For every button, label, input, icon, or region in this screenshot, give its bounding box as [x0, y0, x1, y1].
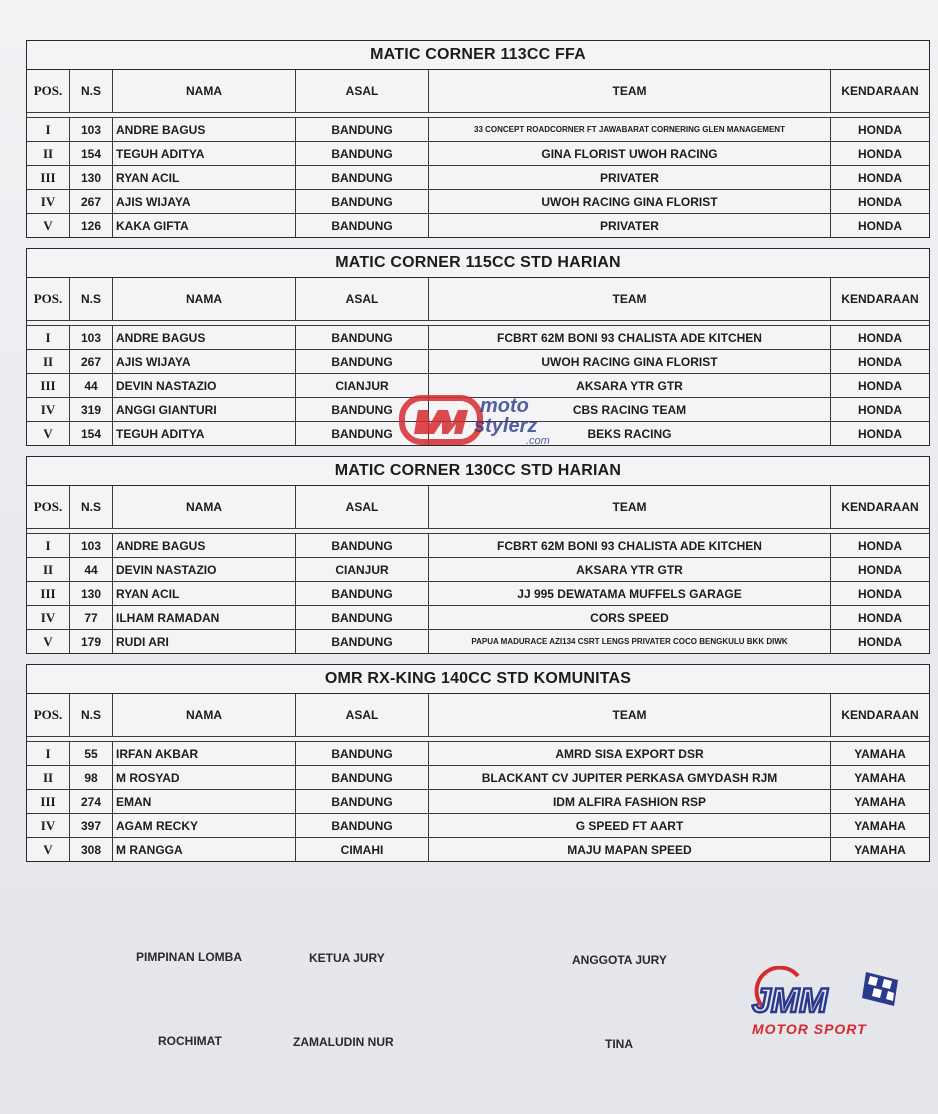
cell-nama: M RANGGA [113, 838, 296, 862]
cell-ns: 308 [70, 838, 113, 862]
cell-kendaraan: HONDA [831, 350, 930, 374]
cell-asal: BANDUNG [296, 422, 429, 446]
cell-ns: 44 [70, 374, 113, 398]
cell-pos: II [27, 558, 70, 582]
cell-pos: III [27, 374, 70, 398]
cell-kendaraan: YAMAHA [831, 742, 930, 766]
cell-kendaraan: YAMAHA [831, 814, 930, 838]
cell-kendaraan: YAMAHA [831, 766, 930, 790]
cell-ns: 130 [70, 166, 113, 190]
signature-title-anggota: ANGGOTA JURY [572, 953, 667, 967]
cell-nama: DEVIN NASTAZIO [113, 374, 296, 398]
col-header-kendaraan: KENDARAAN [831, 70, 930, 113]
cell-kendaraan: HONDA [831, 142, 930, 166]
race-block-rxking-140cc-komunitas [26, 664, 930, 862]
cell-kendaraan: HONDA [831, 214, 930, 238]
cell-pos: III [27, 166, 70, 190]
cell-ns: 154 [70, 422, 113, 446]
cell-team: BLACKANT CV JUPITER PERKASA GMYDASH RJM [429, 766, 831, 790]
col-header-asal: ASAL [296, 70, 429, 113]
cell-kendaraan: HONDA [831, 326, 930, 350]
cell-team: FCBRT 62M BONI 93 CHALISTA ADE KITCHEN [429, 326, 831, 350]
motostylerz-watermark-logo [398, 390, 568, 446]
cell-asal: BANDUNG [296, 398, 429, 422]
watermark-text-dotcom: .com [526, 435, 550, 446]
cell-team: JJ 995 DEWATAMA MUFFELS GARAGE [429, 582, 831, 606]
cell-ns: 267 [70, 190, 113, 214]
cell-asal: BANDUNG [296, 166, 429, 190]
cell-asal: BANDUNG [296, 118, 429, 142]
col-header-kendaraan: KENDARAAN [831, 694, 930, 737]
signature-name-ketua: ZAMALUDIN NUR [293, 1035, 394, 1049]
table-row [27, 166, 929, 190]
cell-pos: IV [27, 398, 70, 422]
cell-nama: IRFAN AKBAR [113, 742, 296, 766]
race-title: MATIC CORNER 113CC FFA [27, 41, 929, 70]
cell-pos: V [27, 422, 70, 446]
col-header-pos: POS. [27, 486, 70, 529]
col-header-kendaraan: KENDARAAN [831, 486, 930, 529]
cell-team: IDM ALFIRA FASHION RSP [429, 790, 831, 814]
cell-ns: 103 [70, 118, 113, 142]
cell-pos: III [27, 790, 70, 814]
signature-title-pimpinan: PIMPINAN LOMBA [136, 950, 242, 964]
race-block-113cc-ffa [26, 40, 930, 238]
cell-team: GINA FLORIST UWOH RACING [429, 142, 831, 166]
cell-team: BEKS RACING [429, 422, 831, 446]
cell-nama: ANDRE BAGUS [113, 326, 296, 350]
cell-nama: M ROSYAD [113, 766, 296, 790]
cell-pos: III [27, 582, 70, 606]
cell-kendaraan: HONDA [831, 190, 930, 214]
cell-team: UWOH RACING GINA FLORIST [429, 350, 831, 374]
col-header-pos: POS. [27, 694, 70, 737]
results-table [27, 486, 929, 653]
cell-pos: V [27, 838, 70, 862]
cell-team: G SPEED FT AART [429, 814, 831, 838]
race-title: MATIC CORNER 130CC STD HARIAN [27, 457, 929, 486]
table-row [27, 790, 929, 814]
cell-ns: 154 [70, 142, 113, 166]
cell-nama: DEVIN NASTAZIO [113, 558, 296, 582]
cell-asal: BANDUNG [296, 190, 429, 214]
cell-ns: 274 [70, 790, 113, 814]
col-header-team: TEAM [429, 278, 831, 321]
cell-pos: II [27, 350, 70, 374]
cell-nama: AJIS WIJAYA [113, 190, 296, 214]
cell-nama: ANDRE BAGUS [113, 118, 296, 142]
cell-team: FCBRT 62M BONI 93 CHALISTA ADE KITCHEN [429, 534, 831, 558]
cell-nama: TEGUH ADITYA [113, 422, 296, 446]
table-row [27, 558, 929, 582]
cell-team: 33 CONCEPT ROADCORNER FT JAWABARAT CORNERING GLEN MANAGEMENT [429, 118, 831, 142]
cell-ns: 130 [70, 582, 113, 606]
table-header-row [27, 278, 929, 321]
results-table [27, 70, 929, 237]
cell-ns: 319 [70, 398, 113, 422]
cell-team: MAJU MAPAN SPEED [429, 838, 831, 862]
jmm-mark-text: JMM [752, 982, 828, 1020]
table-row [27, 582, 929, 606]
cell-kendaraan: HONDA [831, 398, 930, 422]
jmm-logo-icon [748, 966, 908, 1038]
table-row [27, 814, 929, 838]
cell-nama: ANGGI GIANTURI [113, 398, 296, 422]
cell-ns: 267 [70, 350, 113, 374]
cell-kendaraan: HONDA [831, 118, 930, 142]
cell-ns: 44 [70, 558, 113, 582]
cell-nama: RYAN ACIL [113, 582, 296, 606]
table-row [27, 142, 929, 166]
motostylerz-logo-icon [398, 390, 568, 446]
col-header-team: TEAM [429, 694, 831, 737]
cell-kendaraan: HONDA [831, 422, 930, 446]
table-row [27, 838, 929, 862]
table-row [27, 630, 929, 654]
cell-team: AMRD SISA EXPORT DSR [429, 742, 831, 766]
col-header-asal: ASAL [296, 486, 429, 529]
cell-nama: ILHAM RAMADAN [113, 606, 296, 630]
cell-team: UWOH RACING GINA FLORIST [429, 190, 831, 214]
table-row [27, 350, 929, 374]
cell-kendaraan: HONDA [831, 630, 930, 654]
col-header-kendaraan: KENDARAAN [831, 278, 930, 321]
cell-asal: BANDUNG [296, 214, 429, 238]
table-row [27, 326, 929, 350]
cell-team: PRIVATER [429, 166, 831, 190]
col-header-ns: N.S [70, 486, 113, 529]
signature-name-anggota: TINA [605, 1037, 633, 1051]
cell-asal: BANDUNG [296, 142, 429, 166]
cell-asal: BANDUNG [296, 766, 429, 790]
col-header-ns: N.S [70, 278, 113, 321]
cell-ns: 103 [70, 326, 113, 350]
cell-team: CBS RACING TEAM [429, 398, 831, 422]
cell-pos: I [27, 742, 70, 766]
cell-team: PAPUA MADURACE AZI134 CSRT LENGS PRIVATER COCO BENGKULU BKK DIWK [429, 630, 831, 654]
cell-pos: IV [27, 814, 70, 838]
cell-nama: RUDI ARI [113, 630, 296, 654]
cell-nama: AGAM RECKY [113, 814, 296, 838]
results-table [27, 694, 929, 861]
jmm-motor-sport-logo [748, 966, 908, 1038]
cell-pos: IV [27, 190, 70, 214]
table-row [27, 766, 929, 790]
table-header-row [27, 486, 929, 529]
table-header-row [27, 694, 929, 737]
cell-ns: 126 [70, 214, 113, 238]
col-header-nama: NAMA [113, 486, 296, 529]
cell-nama: RYAN ACIL [113, 166, 296, 190]
table-header-row [27, 70, 929, 113]
cell-pos: II [27, 142, 70, 166]
cell-ns: 397 [70, 814, 113, 838]
cell-asal: BANDUNG [296, 326, 429, 350]
table-row [27, 118, 929, 142]
cell-asal: CIMAHI [296, 838, 429, 862]
cell-team: AKSARA YTR GTR [429, 374, 831, 398]
signature-title-ketua: KETUA JURY [309, 951, 385, 965]
cell-pos: V [27, 630, 70, 654]
cell-kendaraan: HONDA [831, 582, 930, 606]
cell-asal: CIANJUR [296, 374, 429, 398]
cell-kendaraan: YAMAHA [831, 790, 930, 814]
col-header-ns: N.S [70, 694, 113, 737]
cell-nama: KAKA GIFTA [113, 214, 296, 238]
cell-kendaraan: YAMAHA [831, 838, 930, 862]
cell-asal: BANDUNG [296, 790, 429, 814]
cell-ns: 103 [70, 534, 113, 558]
cell-ns: 77 [70, 606, 113, 630]
cell-ns: 179 [70, 630, 113, 654]
cell-pos: I [27, 534, 70, 558]
cell-pos: I [27, 118, 70, 142]
cell-nama: AJIS WIJAYA [113, 350, 296, 374]
table-row [27, 742, 929, 766]
cell-team: PRIVATER [429, 214, 831, 238]
cell-asal: BANDUNG [296, 350, 429, 374]
cell-asal: BANDUNG [296, 814, 429, 838]
cell-asal: BANDUNG [296, 534, 429, 558]
col-header-asal: ASAL [296, 278, 429, 321]
cell-ns: 55 [70, 742, 113, 766]
col-header-nama: NAMA [113, 694, 296, 737]
col-header-nama: NAMA [113, 278, 296, 321]
col-header-nama: NAMA [113, 70, 296, 113]
col-header-pos: POS. [27, 70, 70, 113]
watermark-text-moto: moto [480, 395, 529, 417]
cell-pos: V [27, 214, 70, 238]
results-list [26, 40, 930, 872]
cell-nama: EMAN [113, 790, 296, 814]
cell-asal: BANDUNG [296, 582, 429, 606]
table-row [27, 190, 929, 214]
cell-asal: CIANJUR [296, 558, 429, 582]
col-header-team: TEAM [429, 70, 831, 113]
cell-team: CORS SPEED [429, 606, 831, 630]
col-header-team: TEAM [429, 486, 831, 529]
cell-pos: I [27, 326, 70, 350]
cell-nama: TEGUH ADITYA [113, 142, 296, 166]
col-header-ns: N.S [70, 70, 113, 113]
cell-asal: BANDUNG [296, 742, 429, 766]
col-header-asal: ASAL [296, 694, 429, 737]
cell-kendaraan: HONDA [831, 606, 930, 630]
cell-kendaraan: HONDA [831, 374, 930, 398]
cell-kendaraan: HONDA [831, 534, 930, 558]
cell-kendaraan: HONDA [831, 166, 930, 190]
cell-kendaraan: HONDA [831, 558, 930, 582]
signature-name-pimpinan: ROCHIMAT [158, 1034, 222, 1048]
table-row [27, 214, 929, 238]
jmm-tagline-text: MOTOR SPORT [752, 1021, 867, 1037]
cell-pos: IV [27, 606, 70, 630]
checkered-flag-icon [862, 972, 898, 1006]
cell-pos: II [27, 766, 70, 790]
race-title: MATIC CORNER 115CC STD HARIAN [27, 249, 929, 278]
cell-asal: BANDUNG [296, 630, 429, 654]
table-row [27, 606, 929, 630]
table-row [27, 534, 929, 558]
race-block-130cc-std-harian [26, 456, 930, 654]
watermark-text-stylerz: stylerz [474, 415, 538, 437]
cell-team: AKSARA YTR GTR [429, 558, 831, 582]
cell-nama: ANDRE BAGUS [113, 534, 296, 558]
cell-asal: BANDUNG [296, 606, 429, 630]
cell-ns: 98 [70, 766, 113, 790]
col-header-pos: POS. [27, 278, 70, 321]
race-title: OMR RX-KING 140CC STD KOMUNITAS [27, 665, 929, 694]
